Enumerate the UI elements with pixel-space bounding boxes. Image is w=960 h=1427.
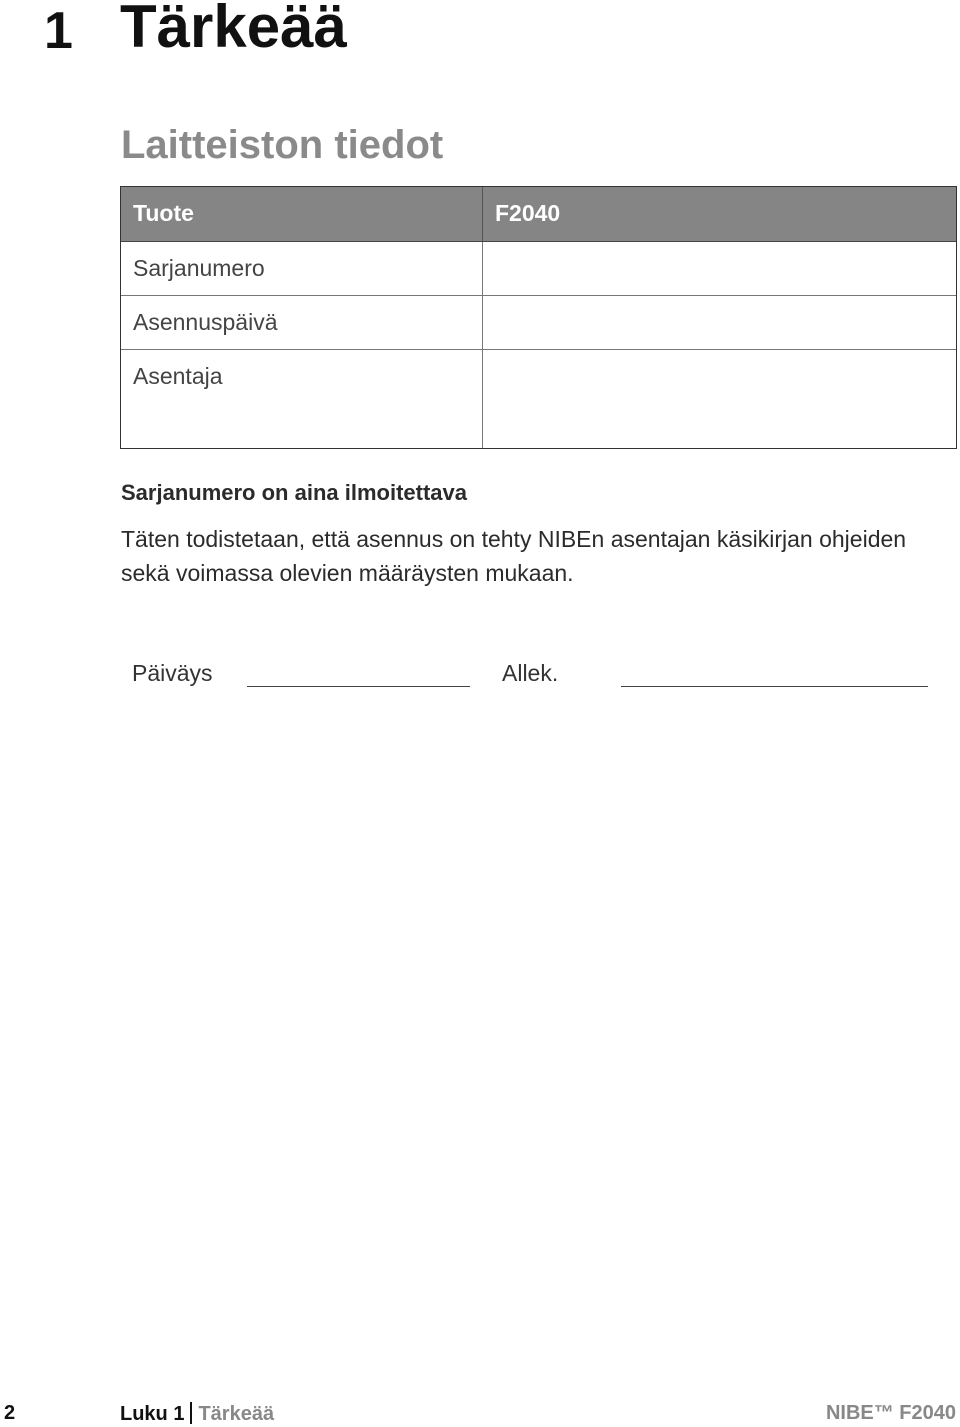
installation-info-table — [120, 186, 957, 449]
footer-chapter — [120, 1402, 274, 1426]
serial-number-label: Sarjanumero — [121, 242, 483, 295]
product-label: Tuote — [121, 187, 483, 241]
signature-row — [132, 660, 932, 694]
footer-divider — [190, 1402, 192, 1424]
product-value: F2040 — [495, 200, 561, 226]
date-line[interactable] — [247, 686, 470, 687]
table-row-installation-date — [121, 296, 956, 350]
footer-product-name: NIBE™ F2040 — [825, 1402, 956, 1424]
signature-line[interactable] — [621, 686, 928, 687]
chapter-title: Tärkeää — [120, 0, 347, 60]
page-footer — [0, 1398, 960, 1427]
table-row-serial-number — [121, 242, 956, 296]
installer-label: Asentaja — [121, 350, 483, 448]
installation-date-label: Asennuspäivä — [121, 296, 483, 349]
date-label: Päiväys — [132, 660, 213, 686]
serial-number-field[interactable] — [483, 242, 956, 295]
certification-text: Täten todistetaan, että asennus on tehty NIBEn asentajan käsikirjan ohjeiden sekä voimassa olevien määräysten mukaan. — [121, 526, 907, 586]
table-header-row — [121, 187, 956, 242]
footer-chapter-title: Tärkeää — [198, 1403, 275, 1425]
chapter-number: 1 — [44, 2, 73, 60]
chapter-heading — [44, 0, 347, 62]
section-title: Laitteiston tiedot — [121, 123, 444, 167]
installation-date-field[interactable] — [483, 296, 956, 349]
table-row-installer — [121, 350, 956, 448]
serial-number-notice-heading: Sarjanumero on aina ilmoitettava — [121, 480, 467, 505]
signature-label: Allek. — [502, 660, 559, 686]
page-number: 2 — [4, 1402, 16, 1424]
footer-chapter-label: Luku 1 — [120, 1403, 185, 1425]
installer-field[interactable] — [483, 350, 956, 448]
